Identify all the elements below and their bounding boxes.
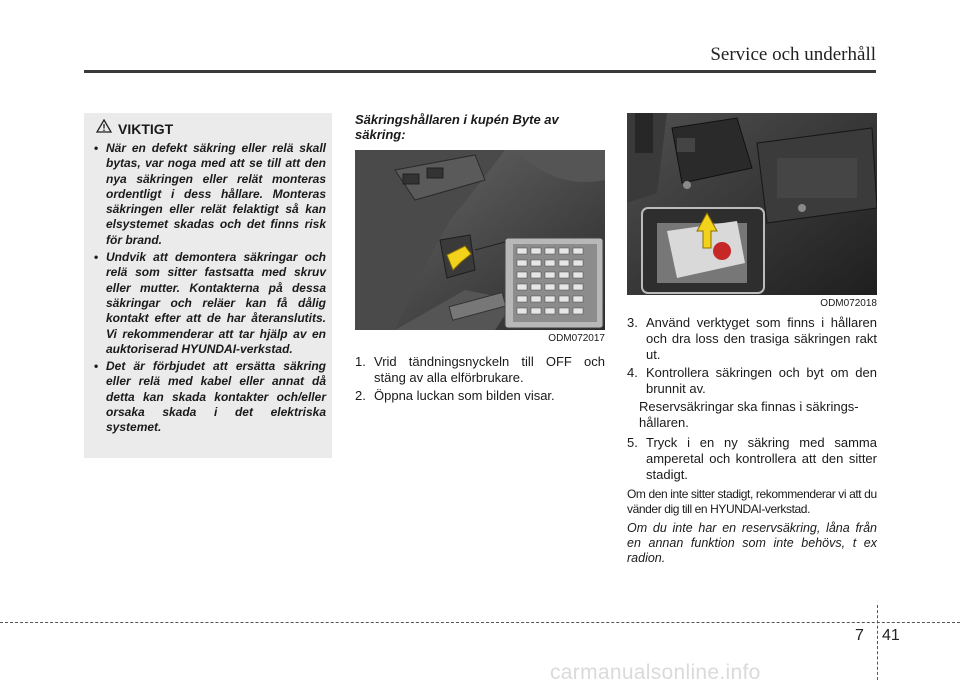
step-text: Tryck i en ny säkring med samma amperetal och kontrollera att den sitter stadigt. [646, 435, 877, 482]
note-italic-text: Om du inte har en reservsäkring, låna från en annan funktion som inte behövs, t ex radion. [627, 521, 877, 565]
step-text: Vrid tändningsnyckeln till OFF och stäng av alla elförbrukare. [374, 354, 605, 385]
spare-fuse-text [627, 399, 877, 431]
procedure-heading: Säkringshållaren i kupén Byte av säkring: [355, 112, 559, 142]
step-text: Öppna luckan som bilden visar. [374, 388, 555, 403]
fuse-cover-photo [355, 150, 605, 330]
step-number: 3. [627, 315, 638, 330]
fuse-puller-photo [627, 113, 877, 295]
warning-triangle-icon [96, 119, 112, 138]
warning-header [96, 119, 326, 138]
step-number: 5. [627, 435, 638, 450]
chapter-number: 7 [855, 627, 864, 644]
warning-title: VIKTIGT [118, 120, 174, 137]
step-item [355, 354, 605, 386]
step-number: 2. [355, 388, 366, 403]
page-number: 41 [882, 627, 900, 644]
step-item [627, 365, 877, 397]
warning-box [84, 113, 332, 458]
step-number: 1. [355, 354, 366, 369]
footer-divider [877, 605, 878, 680]
footer-rule [0, 622, 960, 623]
steps-list-2 [627, 315, 877, 566]
step-number: 4. [627, 365, 638, 380]
step-text: Använd verktyget som finns i hållaren och dra loss den trasiga säkringen rakt ut. [646, 315, 877, 362]
warning-item: • Det är förbjudet att ersätta säkring eller relä med kabel eller annat då detta kan skada kontakter och/eller orsaka skada i det elektriska systemet. [92, 359, 326, 435]
watermark-text: carmanualsonline.info [550, 661, 761, 684]
warning-item: • Undvik att demontera säkringar och relä som sitter fastsatta med skruv eller mutter. Kontakterna på dessa säkringar och reläer kan få dålig kontakt efter att de har återanslutits. Vi rekommenderar att tar hjälp av en auktoriserad HYUNDAI-verkstad. [92, 250, 326, 357]
spare-fuse-line-end: hållaren. [639, 415, 689, 430]
photo-caption: ODM072017 [355, 331, 605, 346]
section-title: Service och underhåll [710, 44, 876, 65]
note-text: Om den inte sitter stadigt, rekommenderar vi att du vänder dig till en HYUNDAI-verkstad. [627, 487, 877, 516]
step-item [627, 435, 877, 483]
warning-item: • När en defekt säkring eller relä skall bytas, var noga med att se till att den nya säkringen eller relät monteras ordentligt i dess hållare. Monteras säkringen eller relät felaktigt så kan elsystemet skadas och det finns risk för brand. [92, 141, 326, 248]
warning-list [92, 141, 326, 436]
spare-fuse-line: Reservsäkringar ska finnas i säkrings- [639, 399, 859, 414]
photo-caption: ODM072018 [627, 296, 877, 311]
header-rule [84, 70, 876, 73]
steps-list-1 [355, 354, 605, 406]
step-item [355, 388, 605, 404]
step-item [627, 315, 877, 363]
step-text: Kontrollera säkringen och byt om den brunnit av. [646, 365, 877, 396]
